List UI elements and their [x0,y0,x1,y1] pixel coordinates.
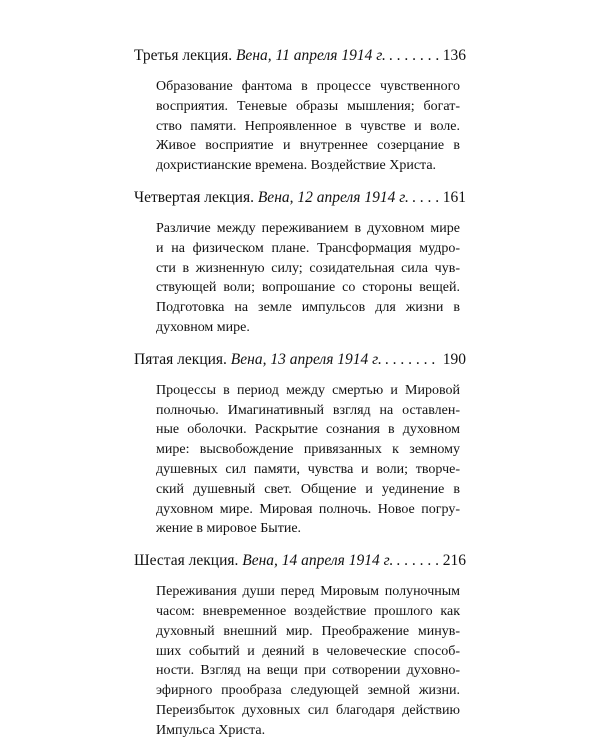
lecture-title: Четвертая лекция. [134,188,254,206]
summary-line: жение в мировое Бытие. [156,521,302,537]
dot-leader [412,188,440,208]
page-number: 190 [442,350,466,368]
dot-leader [396,551,439,571]
lecture-place-date: Вена, 11 апреля 1914 г. [235,47,386,64]
toc-entry-heading[interactable] [134,46,466,66]
summary-line: мире: высвобождение привязанных к земному [156,442,460,458]
lecture-title: Шестая лекция. [134,552,239,570]
summary-line: эфирного прообраза следующей земной жизни. [156,683,460,699]
summary-line: и на физическом плане. Трансформация мудро- [156,240,460,256]
lecture-summary [156,219,460,338]
summary-line: дохристианские времена. Воздействие Христа. [156,158,437,174]
toc-entry-heading[interactable] [134,350,466,370]
toc-entry-lecture-4 [134,188,466,338]
summary-line: ство памяти. Непроявленное в чувстве и воле. [156,118,460,134]
summary-line: часом: вневременное воздействие прошлого как [156,603,460,619]
lecture-summary [156,582,460,740]
summary-line: Различие между переживанием в духовном мире [156,220,460,236]
toc-entry-lecture-6 [134,551,466,740]
summary-line: Импульса Христа. [156,722,266,738]
summary-line: Переизбыток духовных сил благодаря действию [156,702,460,718]
toc-entry-heading[interactable] [134,551,466,571]
summary-line: ные оболочки. Раскрытие сознания в духовном [156,422,460,438]
lecture-place-date: Вена, 14 апреля 1914 г. [242,552,394,570]
summary-line: ский душевный свет. Общение и уединение в [156,481,460,497]
summary-line: духовный внешний мир. Преображение минув- [156,623,460,639]
lecture-place-date: Вена, 13 апреля 1914 г. [230,350,382,368]
page-number: 136 [442,47,466,64]
summary-line: ствующей воли; вопрошание со стороны вещей. [156,280,460,296]
summary-line: полночью. Имагинативный взгляд на оставлен- [156,402,460,418]
toc-entry-lecture-5 [134,350,466,539]
toc-entry-lecture-3 [134,46,466,176]
summary-line: Живое восприятие и внутреннее созерцание в [156,138,460,154]
summary-line: Процессы в период между смертью и Мировой [156,382,460,398]
page-number: 216 [442,552,466,570]
summary-line: ших событий и деяний в человеческие способ- [156,643,460,659]
lecture-title: Пятая лекция. [134,350,227,368]
lecture-place-date: Вена, 12 апреля 1914 г. [257,188,409,206]
summary-line: восприятия. Теневые образы мышления; богат- [156,98,460,114]
summary-line: духовном мире. [156,319,250,335]
page-number: 161 [442,188,466,206]
summary-line: Подготовка на земле импульсов для жизни в [156,300,460,316]
toc-entry-heading[interactable] [134,188,466,208]
lecture-title: Третья лекция. [134,47,233,64]
dot-leader [385,350,440,370]
dot-leader [389,46,440,66]
summary-line: душевных сил памяти, чувства и воли; творче- [156,461,460,477]
lecture-summary [156,77,460,176]
summary-line: сти в жизненную силу; созидательная сила чув- [156,260,460,276]
summary-line: духовном мире. Мировая полночь. Новое погру- [156,501,460,517]
table-of-contents [134,46,466,753]
summary-line: Образование фантома в процессе чувственного [156,79,460,94]
summary-line: ности. Взгляд на вещи при сотворении духовно- [156,663,460,679]
summary-line: Переживания души перед Мировым полуночным [156,584,460,600]
lecture-summary [156,381,460,539]
